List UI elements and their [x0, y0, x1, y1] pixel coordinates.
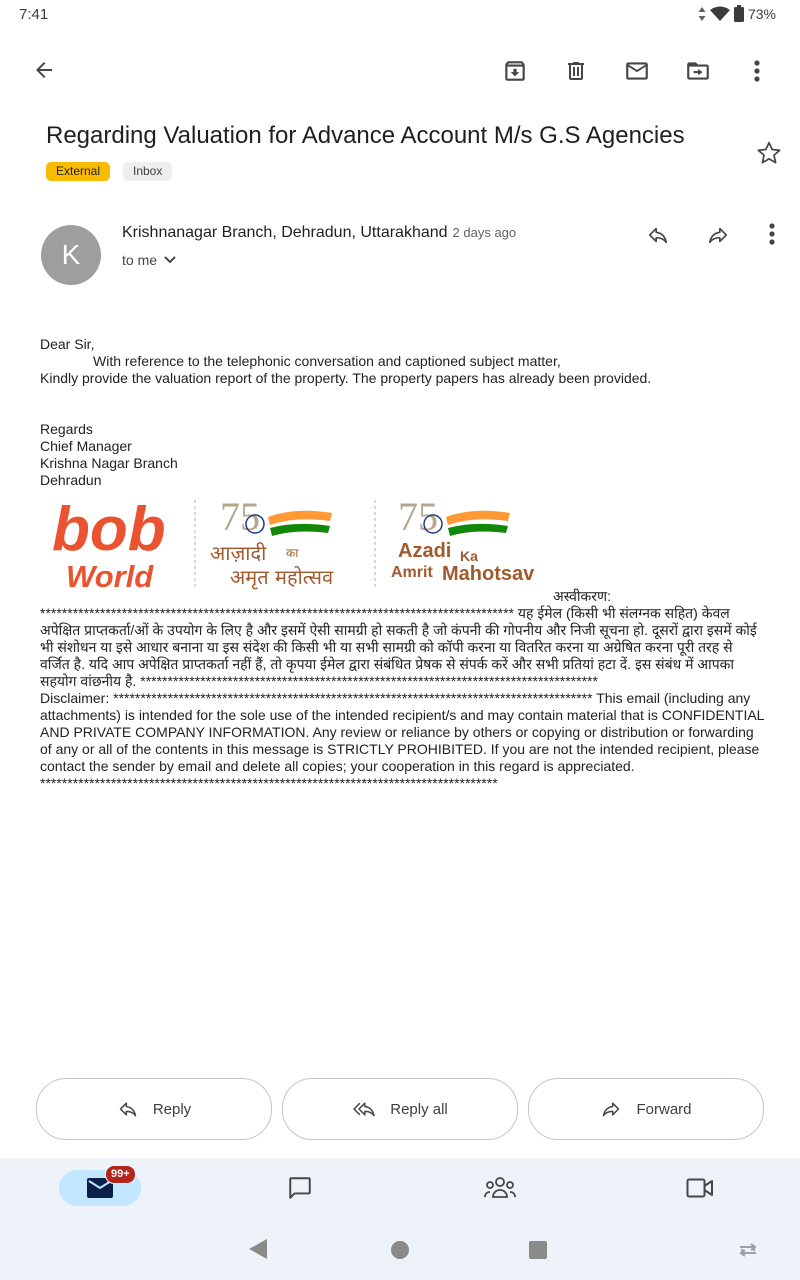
reply-icon-button[interactable] [638, 215, 678, 255]
nav-meet-tab[interactable] [659, 1170, 741, 1206]
star-button[interactable] [749, 133, 789, 173]
inbox-label[interactable]: Inbox [123, 162, 172, 181]
external-label: External [46, 162, 110, 181]
forward-icon [705, 224, 731, 246]
archive-icon [502, 58, 528, 84]
battery-percent: 73% [747, 5, 776, 22]
avatar-letter: K [61, 239, 81, 270]
greeting: Dear Sir, [40, 336, 95, 352]
star-outline-icon [756, 140, 782, 166]
reply-label: Reply [152, 1100, 192, 1118]
system-home-button[interactable] [390, 1240, 410, 1260]
azadi-hindi-line1: आज़ादी [210, 541, 267, 565]
archive-button[interactable] [495, 51, 535, 91]
seventy-five-english: 75 [398, 495, 438, 539]
rotate-icon [736, 1242, 760, 1258]
azadi-english-ka: Ka [460, 548, 478, 564]
reply-all-label: Reply all [390, 1100, 448, 1118]
reply-icon [645, 224, 671, 246]
wifi-icon [710, 6, 730, 22]
email-time: 2 days ago [452, 225, 517, 240]
system-back-button[interactable] [248, 1238, 268, 1260]
recipient-toggle[interactable] [122, 252, 177, 268]
seventy-five-hindi: 75 [220, 495, 260, 539]
forward-label: Forward [636, 1100, 692, 1118]
logo-banner-image [40, 495, 560, 595]
data-arrows-icon [698, 7, 706, 21]
signature-regards: Regards [40, 421, 93, 437]
rotate-screen-button[interactable] [736, 1242, 760, 1258]
nav-spaces-tab[interactable] [459, 1170, 541, 1206]
message-more-button[interactable] [752, 214, 792, 254]
delete-button[interactable] [556, 51, 596, 91]
more-vert-icon [754, 60, 760, 82]
disclaimer-hindi-label: अस्वीकरण: [553, 588, 612, 604]
status-icons [698, 5, 776, 22]
disclaimer-hindi: *************************************************************************************** यह ईमेल (किसी भी संलग्नक सहित) केवल अपेक्षित प्राप्तकर्ता/ओं के उपयोग के लिए है और इसमें ऐसी सामग्री हो सकती है जो कंपनी की गोपनीय और निजी सूचना हो. दूसरों द्वारा इसमें कोई भी संशोधन या इसे आधार बनाना या इस संदेश की किसी भी या सभी सामग्री को कॉपी करना या वितरित करना या अग्रेषित करना पूरी तरह से वर्जित है. यदि आप अपेक्षित प्राप्तकर्ता नहीं हैं, तो कृपया ईमेल द्वारा संबंधित प्रेषक से संपर्क करें और सभी प्रतियां हटा दें. इस संबंध में आपका सहयोग वांछनीय है. ************************************************************************************ [40, 605, 757, 689]
body-line-1: With reference to the telephonic conversation and captioned subject matter, [93, 353, 561, 369]
mark-unread-icon [623, 58, 651, 84]
sender-name: Krishnanagar Branch, Dehradun, Uttarakhand [122, 224, 448, 241]
reply-all-icon [352, 1099, 376, 1119]
azadi-english-line1: Azadi [398, 540, 452, 562]
disclaimer [40, 588, 765, 792]
unread-count-badge: 99+ [105, 1165, 136, 1184]
circle-home-icon [390, 1240, 410, 1260]
mark-unread-button[interactable] [617, 51, 657, 91]
sender-avatar[interactable] [41, 225, 101, 285]
chevron-down-icon [163, 255, 177, 265]
reply-button[interactable] [36, 1078, 272, 1140]
people-icon [484, 1176, 516, 1200]
sender-line [122, 224, 516, 242]
forward-icon [600, 1099, 622, 1119]
signature-city: Dehradun [40, 472, 102, 488]
azadi-hindi-ka: का [286, 546, 299, 560]
world-logo-text: World [66, 559, 154, 594]
nav-chat-tab[interactable] [259, 1170, 341, 1206]
signature-logo-banner [40, 495, 560, 595]
forward-button[interactable] [528, 1078, 764, 1140]
square-recents-icon [528, 1240, 548, 1260]
email-subject: Regarding Valuation for Advance Account M/s G.S Agencies [46, 122, 685, 149]
more-options-button[interactable] [737, 51, 777, 91]
signature-branch: Krishna Nagar Branch [40, 455, 178, 471]
azadi-hindi-line2: अमृत महोत्सव [230, 565, 334, 589]
disclaimer-english: Disclaimer: **************************************************************************************** This email (including any attachments) is intended for the sole use of the intended recipient/s and may contain material that is CONFIDENTIAL AND PRIVATE COMPANY INFORMATION. Any review or reliance by others or copying or distribution or forwarding of any or all of the contents in this message is STRICTLY PROHIBITED. If you are not the intended recipient, please contact the sender by email and delete all copies; your cooperation in this regard is appreciated. ************************************************************************************ [40, 690, 764, 791]
triangle-back-icon [248, 1238, 268, 1260]
more-vert-icon [769, 223, 775, 245]
email-body [40, 336, 765, 387]
bob-logo-text: bob [52, 495, 166, 564]
azadi-english-amrit: Amrit [391, 564, 433, 581]
signature [40, 421, 765, 489]
move-to-button[interactable] [678, 51, 718, 91]
body-line-2: Kindly provide the valuation report of the property. The property papers has already been provided. [40, 370, 652, 386]
video-camera-icon [686, 1177, 714, 1199]
signature-title: Chief Manager [40, 438, 132, 454]
move-to-icon [684, 58, 712, 84]
system-recents-button[interactable] [528, 1240, 548, 1260]
arrow-left-icon [32, 58, 56, 82]
chat-icon [286, 1175, 314, 1201]
forward-icon-button[interactable] [698, 215, 738, 255]
battery-icon [734, 5, 744, 22]
status-time: 7:41 [19, 6, 49, 23]
reply-all-button[interactable] [282, 1078, 518, 1140]
azadi-english-mahotsav: Mahotsav [442, 563, 535, 585]
back-button[interactable] [24, 50, 64, 90]
reply-icon [117, 1099, 139, 1119]
recipient-text: to me [122, 252, 158, 268]
delete-icon [564, 58, 588, 84]
